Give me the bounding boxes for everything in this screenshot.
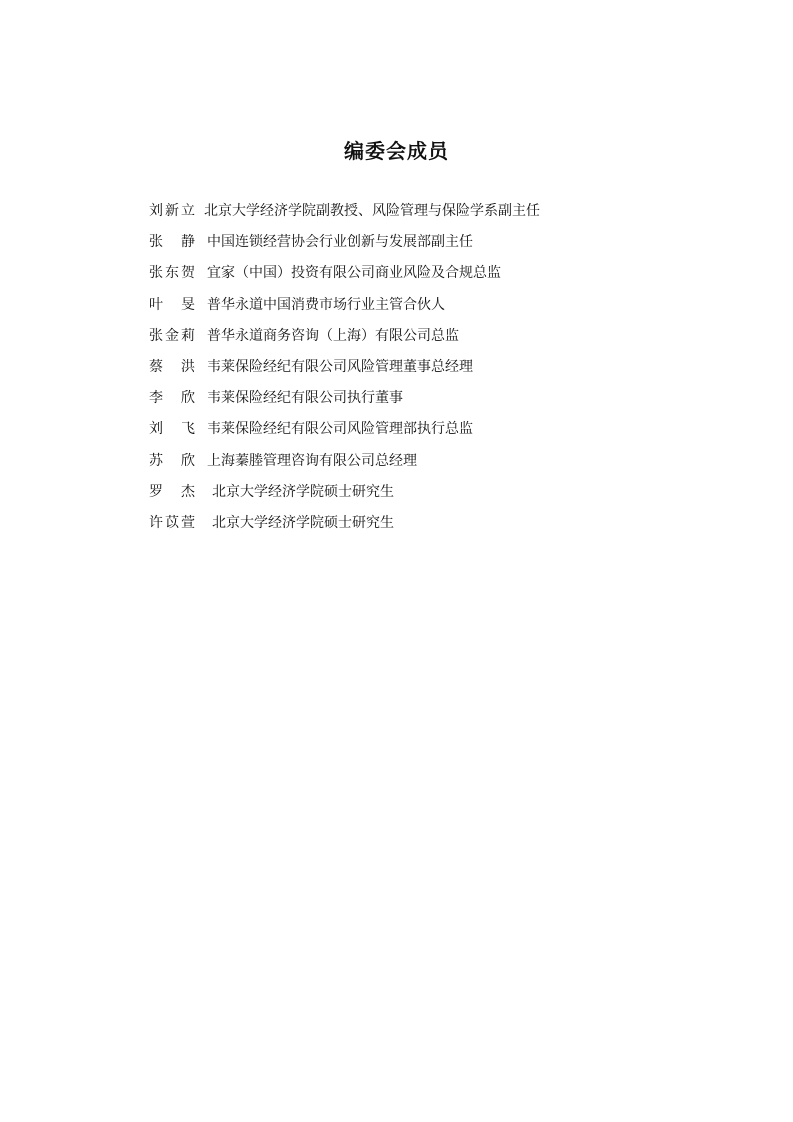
member-role: 宜家（中国）投资有限公司商业风险及合规总监 — [207, 265, 501, 282]
member-name: 刘新立 — [149, 203, 195, 219]
member-list — [149, 199, 540, 542]
list-item — [149, 261, 540, 292]
list-item — [149, 480, 540, 511]
member-role: 北京大学经济学院副教授、风险管理与保险学系副主任 — [204, 203, 540, 219]
list-item — [149, 293, 540, 324]
member-name: 苏 欣 — [149, 452, 195, 469]
member-name: 张金莉 — [149, 327, 195, 344]
list-item — [149, 230, 540, 261]
member-role: 韦莱保险经纪有限公司风险管理部执行总监 — [207, 421, 473, 438]
member-name: 许苡萱 — [149, 514, 195, 531]
member-role: 中国连锁经营协会行业创新与发展部副主任 — [207, 234, 473, 251]
member-role: 北京大学经济学院硕士研究生 — [212, 514, 394, 531]
member-name: 张东贺 — [149, 265, 195, 282]
member-role: 上海蓁塍管理咨询有限公司总经理 — [207, 452, 417, 469]
member-role: 普华永道商务咨询（上海）有限公司总监 — [207, 327, 459, 344]
list-item — [149, 511, 540, 542]
member-name: 蔡 洪 — [149, 358, 195, 375]
member-role: 普华永道中国消费市场行业主管合伙人 — [207, 296, 445, 313]
list-item — [149, 355, 540, 386]
list-item — [149, 386, 540, 417]
member-name: 李 欣 — [149, 390, 195, 407]
list-item — [149, 449, 540, 480]
list-item — [149, 199, 540, 230]
list-item — [149, 417, 540, 448]
member-name: 叶 旻 — [149, 296, 195, 313]
member-name: 张 静 — [149, 234, 195, 251]
member-role: 韦莱保险经纪有限公司执行董事 — [207, 390, 403, 407]
page-title: 编委会成员 — [344, 139, 449, 164]
member-role: 北京大学经济学院硕士研究生 — [212, 483, 394, 500]
list-item — [149, 324, 540, 355]
member-name: 罗 杰 — [149, 483, 195, 500]
member-role: 韦莱保险经纪有限公司风险管理董事总经理 — [207, 358, 473, 375]
member-name: 刘 飞 — [149, 421, 195, 438]
